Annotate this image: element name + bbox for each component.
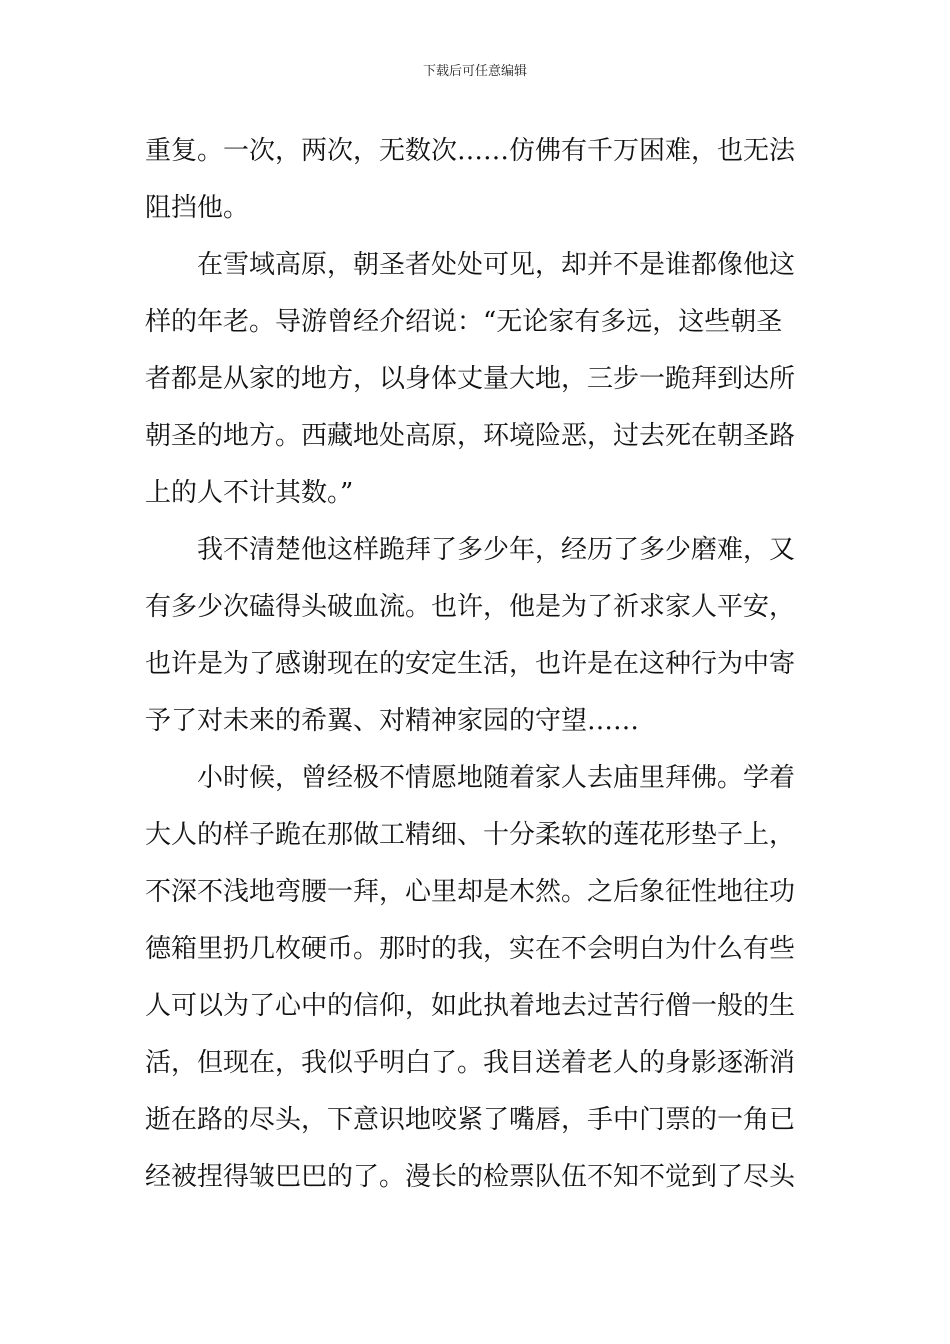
text-line: 活，但现在，我似乎明白了。我目送着老人的身影逐渐消 <box>145 1048 796 1078</box>
text-line: 德箱里扔几枚硬币。那时的我，实在不会明白为什么有些 <box>145 934 796 964</box>
text-line: 我不清楚他这样跪拜了多少年，经历了多少磨难，又 <box>197 535 796 565</box>
text-line: 样的年老。导游曾经介绍说：“无论家有多远，这些朝圣 <box>145 307 783 337</box>
text-line: 大人的样子跪在那做工精细、十分柔软的莲花形垫子上， <box>145 820 796 850</box>
text-line: 逝在路的尽头，下意识地咬紧了嘴唇，手中门票的一角已 <box>145 1105 796 1135</box>
text-line: 经被捏得皱巴巴的了。漫长的检票队伍不知不觉到了尽头 <box>145 1162 796 1192</box>
text-line: 者都是从家的地方，以身体丈量大地，三步一跪拜到达所 <box>145 364 796 394</box>
text-line: 在雪域高原，朝圣者处处可见，却并不是谁都像他这 <box>197 250 796 280</box>
text-line: 上的人不计其数。” <box>145 478 354 508</box>
text-line: 也许是为了感谢现在的安定生活，也许是在这种行为中寄 <box>145 649 796 679</box>
text-line: 人可以为了心中的信仰，如此执着地去过苦行僧一般的生 <box>145 991 796 1021</box>
text-line: 阻挡他。 <box>145 193 250 223</box>
text-line: 朝圣的地方。西藏地处高原，环境险恶，过去死在朝圣路 <box>145 421 796 451</box>
header-note: 下载后可任意编辑 <box>422 64 527 79</box>
document-body <box>145 123 810 1206</box>
text-line: 予了对未来的希翼、对精神家园的守望…… <box>145 706 640 736</box>
text-line: 小时候，曾经极不情愿地随着家人去庙里拜佛。学着 <box>197 763 796 793</box>
text-line: 重复。一次，两次，无数次……仿佛有千万困难，也无法 <box>145 136 796 166</box>
text-line: 不深不浅地弯腰一拜，心里却是木然。之后象征性地往功 <box>145 877 796 907</box>
text-line: 有多少次磕得头破血流。也许，他是为了祈求家人平安， <box>145 592 796 622</box>
